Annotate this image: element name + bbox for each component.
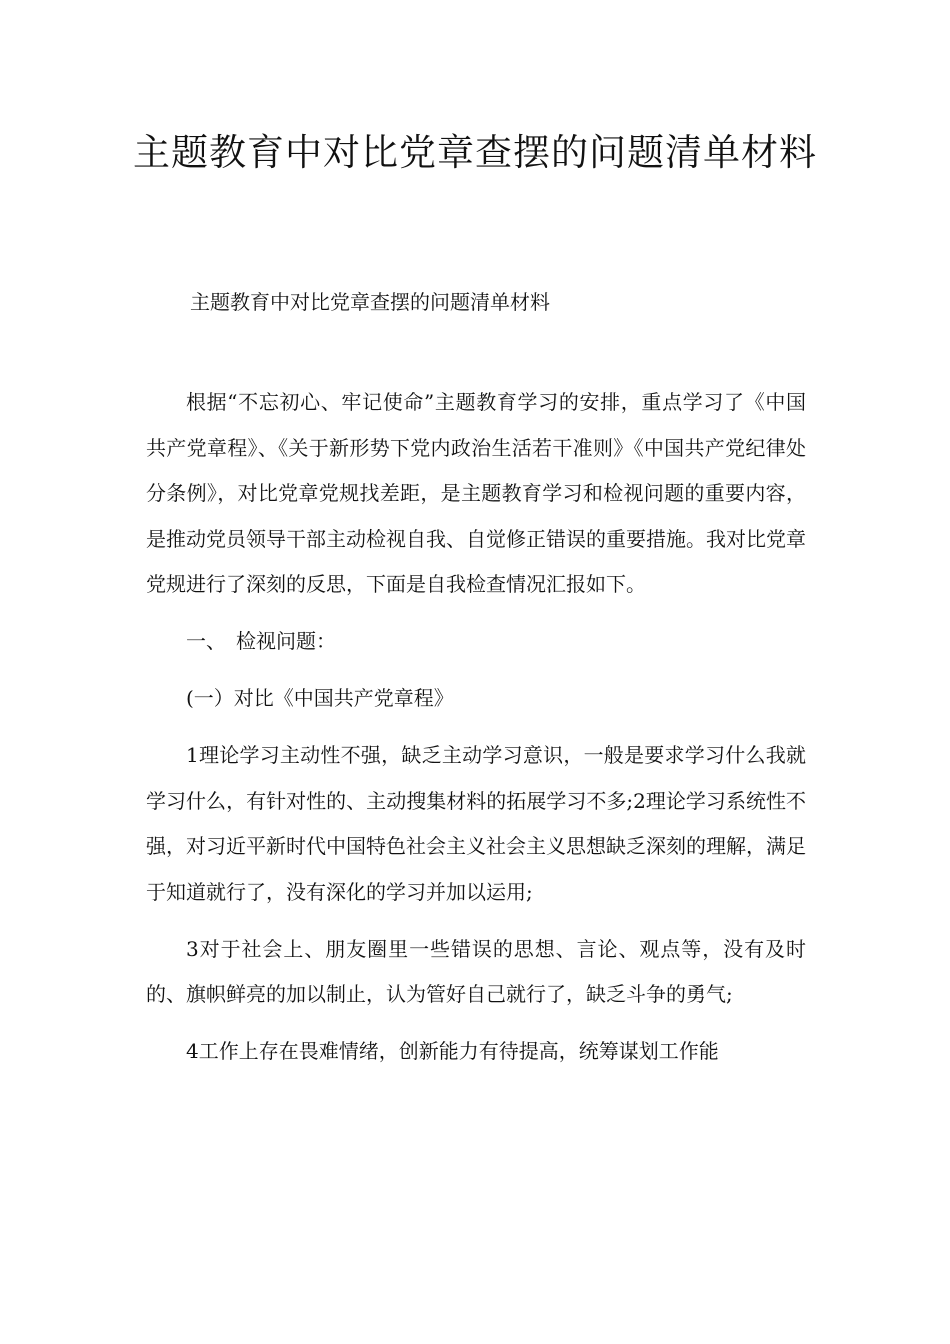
subsection-heading: (一）对比《中国共产党章程》 <box>186 686 454 710</box>
document-body <box>146 380 806 1086</box>
section-heading: 一、 检视问题： <box>186 629 336 653</box>
paragraph-item-4: 4工作上存在畏难情绪，创新能力有待提高，统筹谋划工作能 <box>186 1039 719 1063</box>
document-subtitle: 主题教育中对比党章查摆的问题清单材料 <box>190 290 550 314</box>
document-title: 主题教育中对比党章查摆的问题清单材料 <box>133 131 817 174</box>
paragraph-item-1-2: 1理论学习主动性不强，缺乏主动学习意识，一般是要求学习什么我就学习什么，有针对性的、主动搜集材料的拓展学习不多;2理论学习系统性不强，对习近平新时代中国特色社会主义社会主义思想缺乏深刻的理解，满足于知道就行了，没有深化的学习并加以运用; <box>146 743 806 904</box>
paragraph-intro: 根据“不忘初心、牢记使命”主题教育学习的安排，重点学习了《中国共产党章程》、《关于新形势下党内政治生活若干准则》《中国共产党纪律处分条例》，对比党章党规找差距，是主题教育学习和检视问题的重要内容，是推动党员领导干部主动检视自我、自觉修正错误的重要措施。我对比党章党规进行了深刻的反思，下面是自我检查情况汇报如下。 <box>146 390 806 596</box>
paragraph-item-3: 3对于社会上、朋友圈里一些错误的思想、言论、观点等，没有及时的、旗帜鲜亮的加以制止，认为管好自己就行了，缺乏斗争的勇气; <box>146 936 806 1006</box>
